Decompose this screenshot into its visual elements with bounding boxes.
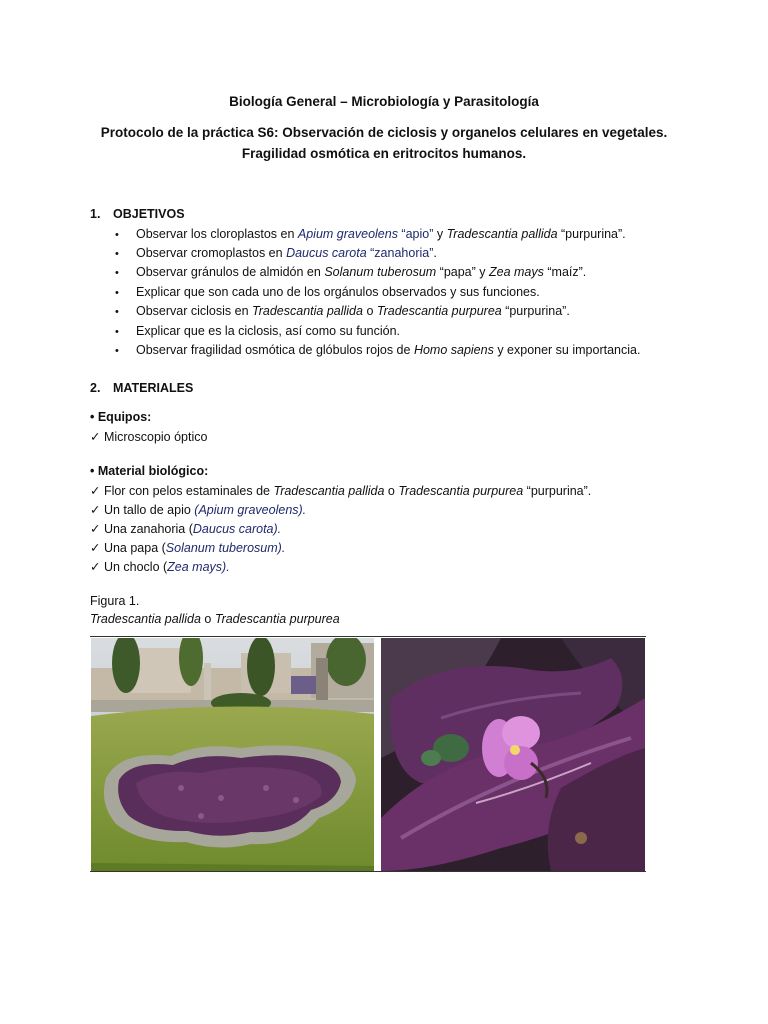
scientific-name: Zea mays: [489, 265, 544, 279]
scientific-name: Tradescantia pallida: [446, 227, 558, 241]
scientific-name: Tradescantia purpurea: [214, 612, 340, 626]
text: y exponer su importancia.: [493, 343, 641, 357]
figure-bottom-rule: [90, 871, 646, 872]
text: y: [433, 227, 447, 241]
protocol-title-line-1: Protocolo de la práctica S6: Observación de ciclosis y organelos celulares en vegetales.: [100, 125, 668, 140]
garden-bed-photo: [91, 638, 374, 871]
scientific-name: Tradescantia purpurea: [398, 484, 524, 498]
text: Observar ciclosis en: [136, 304, 253, 318]
text: o: [384, 484, 399, 498]
text: ✓ Un choclo (: [90, 560, 168, 574]
material-item: [90, 559, 230, 574]
text: Explicar que es la ciclosis, así como su función.: [136, 324, 401, 338]
scientific-name: (Apium graveolens).: [194, 503, 307, 517]
equipment-item: ✓ Microscopio óptico: [90, 430, 208, 444]
scientific-name: Tradescantia pallida: [273, 484, 385, 498]
common-name: “apio”: [397, 227, 434, 241]
scientific-name: Tradescantia pallida: [90, 612, 201, 626]
scientific-name: Solanum tuberosum: [324, 265, 437, 279]
tradescantia-flower-photo: [381, 638, 645, 871]
text: ✓ Una zanahoria (: [90, 522, 193, 536]
scientific-name: Solanum tuberosum).: [165, 541, 286, 555]
objective-item: [115, 343, 640, 357]
scientific-name: Homo sapiens: [413, 343, 494, 357]
section-materiales-heading: [90, 381, 193, 395]
section-number: 1.: [90, 207, 101, 221]
objective-item: [115, 227, 626, 241]
text: Observar gránulos de almidón en: [136, 265, 325, 279]
material-biologico-heading: • Material biológico:: [90, 464, 209, 478]
text: “maíz”.: [543, 265, 587, 279]
material-item: [90, 540, 285, 555]
text: .: [433, 246, 437, 260]
objective-item: [115, 246, 437, 260]
figure-top-rule: [90, 636, 646, 637]
figure-caption: [90, 612, 340, 626]
text: Observar los cloroplastos en: [136, 227, 298, 241]
bullet-icon: •: [115, 345, 119, 357]
bullet-icon: •: [115, 306, 119, 318]
text: o: [362, 304, 377, 318]
scientific-name: Apium graveolens: [297, 227, 398, 241]
tradescantia-flower-illustration: [381, 638, 645, 871]
garden-bed-illustration: [91, 638, 374, 871]
objective-item: [115, 265, 586, 279]
text: Observar fragilidad osmótica de glóbulos rojos de: [136, 343, 414, 357]
section-objetivos-heading: [90, 207, 185, 221]
text: o: [200, 612, 215, 626]
scientific-name: Daucus carota: [286, 246, 367, 260]
text: “purpurina”.: [523, 484, 592, 498]
scientific-name: Tradescantia purpurea: [376, 304, 502, 318]
common-name: “zanahoria”: [366, 246, 434, 260]
material-item: [90, 502, 306, 517]
scientific-name: Tradescantia pallida: [252, 304, 363, 318]
bullet-icon: •: [115, 248, 119, 260]
scientific-name: Zea mays).: [167, 560, 230, 574]
text: “purpurina”.: [557, 227, 626, 241]
figure-label: Figura 1.: [90, 594, 140, 608]
objective-item: [115, 304, 570, 318]
material-item: [90, 521, 281, 536]
objective-item: [115, 285, 540, 299]
equipos-heading: • Equipos:: [90, 410, 152, 424]
text: “purpurina”.: [501, 304, 570, 318]
text: Observar cromoplastos en: [136, 246, 287, 260]
material-item: [90, 483, 591, 498]
text: ✓ Un tallo de apio: [90, 503, 195, 517]
objective-item: [115, 324, 400, 338]
bullet-icon: •: [115, 267, 119, 279]
bullet-icon: •: [115, 287, 119, 299]
text: ✓ Flor con pelos estaminales de: [90, 484, 274, 498]
protocol-title-line-2: Fragilidad osmótica en eritrocitos humanos.: [241, 146, 527, 161]
bullet-icon: •: [115, 326, 119, 338]
scientific-name: Daucus carota).: [192, 522, 282, 536]
section-title: OBJETIVOS: [113, 207, 185, 221]
text: “papa” y: [436, 265, 489, 279]
section-title: MATERIALES: [113, 381, 194, 395]
text: ✓ Una papa (: [90, 541, 166, 555]
course-title: Biología General – Microbiología y Parasitología: [229, 94, 539, 109]
section-number: 2.: [90, 381, 101, 395]
text: Explicar que son cada uno de los orgánulos observados y sus funciones.: [136, 285, 540, 299]
bullet-icon: •: [115, 229, 119, 241]
